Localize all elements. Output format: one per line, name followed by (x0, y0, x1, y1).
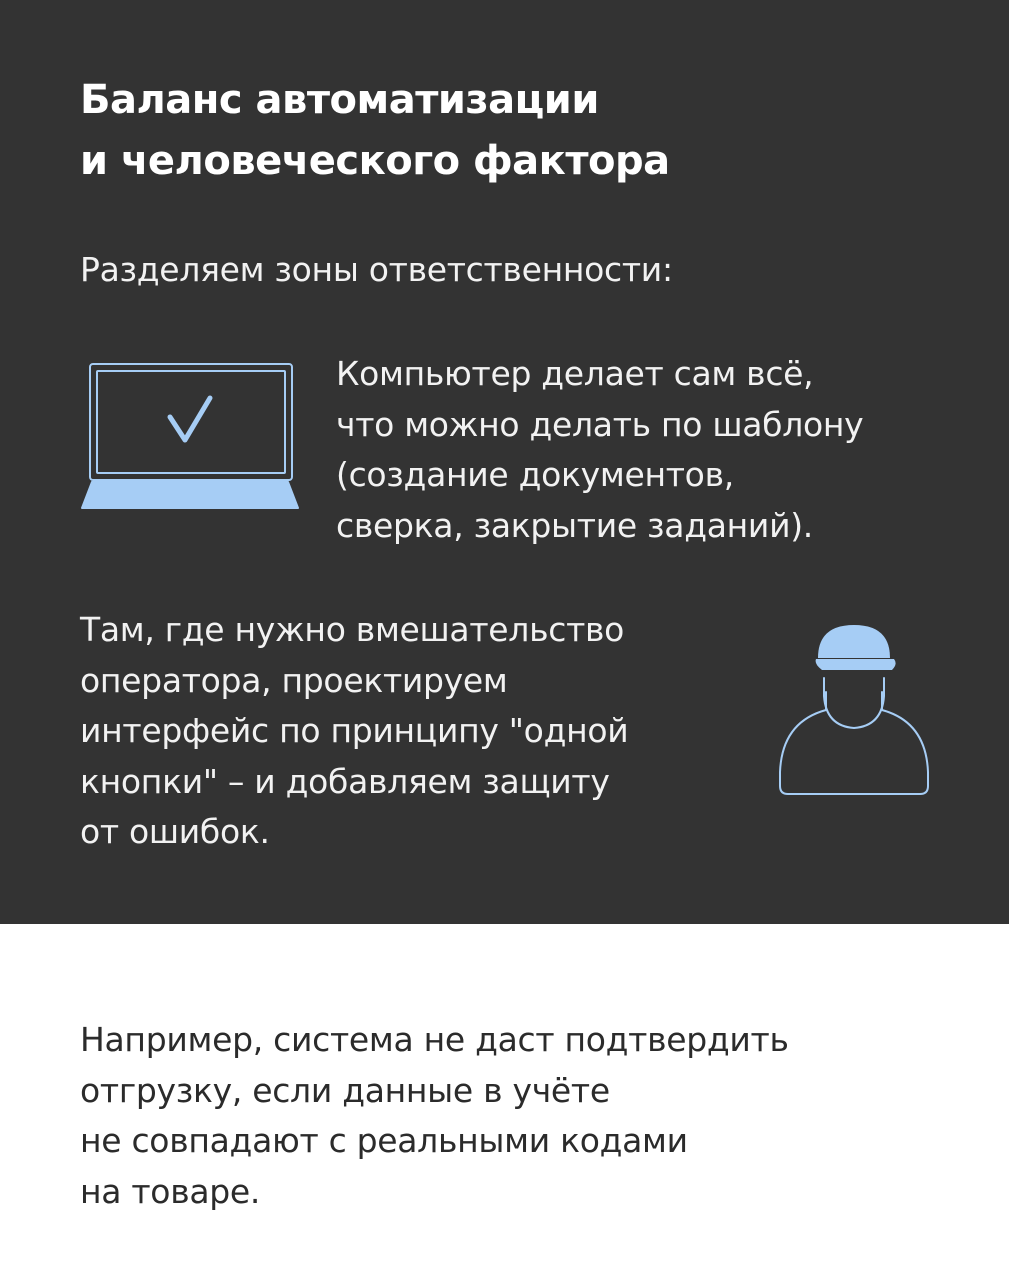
operator-line: интерфейс по принципу "одной (80, 711, 629, 750)
computer-line: Компьютер делает сам всё, (336, 354, 814, 393)
subtitle: Разделяем зоны ответственности: (80, 250, 673, 289)
computer-line: (создание документов, (336, 455, 734, 494)
title-line-1: Баланс автоматизации (80, 77, 599, 123)
computer-line: что можно делать по шаблону (336, 404, 864, 444)
operator-line: оператора, проектируем (80, 660, 508, 700)
laptop-check-icon (80, 362, 300, 510)
example-line: на товаре. (80, 1171, 261, 1211)
title-line-2: и человеческого фактора (80, 138, 670, 184)
example-line: отгрузку, если данные в учёте (80, 1070, 610, 1110)
computer-line: сверка, закрытие заданий). (336, 505, 813, 545)
operator-line: Там, где нужно вмешательство (80, 610, 625, 649)
example-line: Например, система не даст подтвердить (80, 1020, 789, 1059)
computer-description (336, 349, 863, 551)
example-description (80, 1015, 789, 1217)
page-title (80, 70, 670, 192)
example-line: не совпадают с реальными кодами (80, 1121, 688, 1160)
operator-cap-icon (776, 622, 932, 800)
operator-description (80, 605, 628, 858)
operator-line: кнопки" – и добавляем защиту (80, 761, 610, 801)
operator-line: от ошибок. (80, 812, 270, 851)
